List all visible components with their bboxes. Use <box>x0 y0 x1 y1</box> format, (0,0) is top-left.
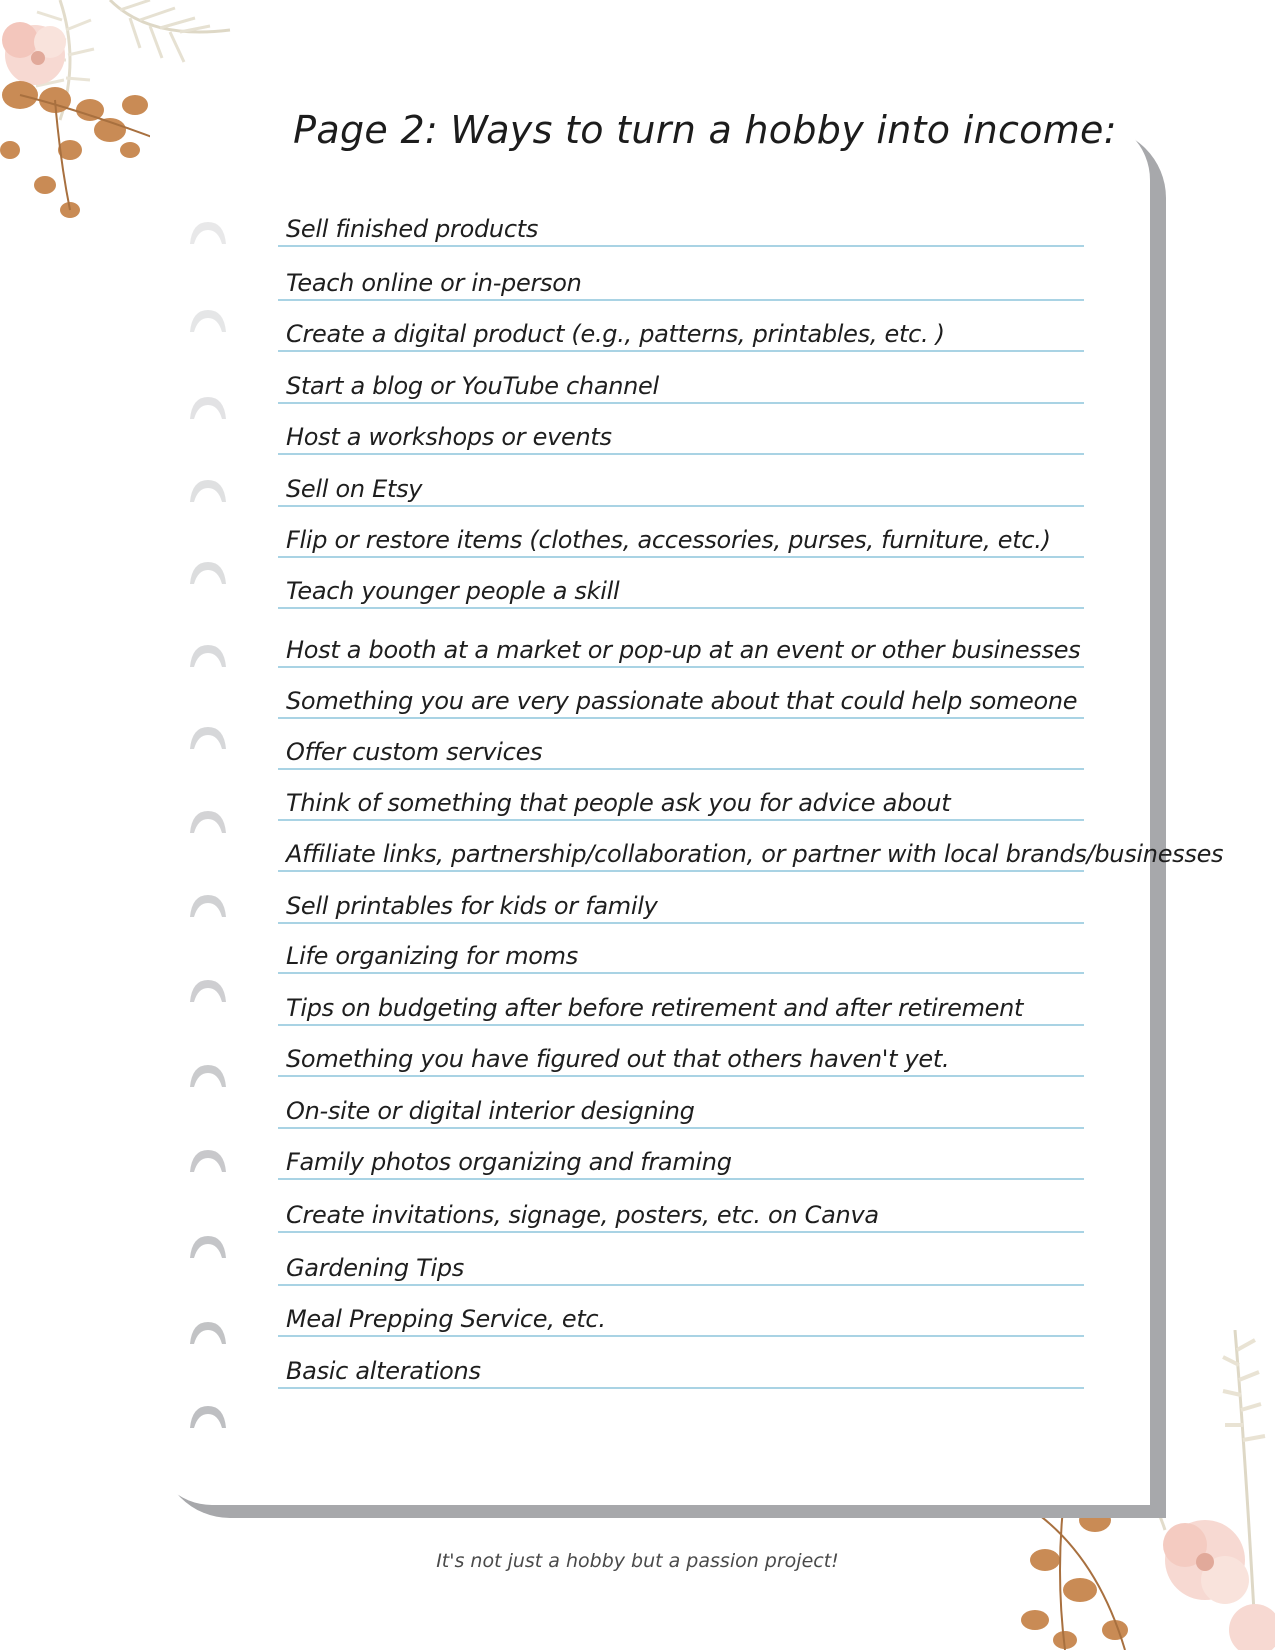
list-item <box>278 573 1084 609</box>
binder-ring-icon <box>188 1232 228 1260</box>
list-item-text: Offer custom services <box>286 738 543 766</box>
binder-ring-icon <box>188 641 228 669</box>
list-item <box>278 522 1084 558</box>
list-item <box>278 1093 1084 1129</box>
binder-ring-icon <box>188 1061 228 1089</box>
list-item <box>278 1250 1084 1286</box>
list-item-text: Family photos organizing and framing <box>286 1148 732 1176</box>
list-item-text: Affiliate links, partnership/collaboration, or partner with local brands/businesses <box>286 840 1224 868</box>
binder-ring-icon <box>188 393 228 421</box>
list-item-text: Tips on budgeting after before retirement and after retirement <box>286 994 1024 1022</box>
list-item-text: Something you are very passionate about that could help someone <box>286 687 1078 715</box>
list-item-text: Life organizing for moms <box>286 942 578 970</box>
list-item <box>278 419 1084 455</box>
binder-ring-icon <box>188 476 228 504</box>
list-item-text: Start a blog or YouTube channel <box>286 372 659 400</box>
list-item <box>278 471 1084 507</box>
list-item-text: Sell printables for kids or family <box>286 892 658 920</box>
list-item-text: Teach online or in-person <box>286 269 582 297</box>
list-item <box>278 1301 1084 1337</box>
list-item <box>278 1353 1084 1389</box>
list-item-text: On-site or digital interior designing <box>286 1097 695 1125</box>
list-item <box>278 785 1084 821</box>
page-title: Page 2: Ways to turn a hobby into income: <box>293 108 1117 152</box>
binder-ring-icon <box>188 1318 228 1346</box>
list-item-text: Host a booth at a market or pop-up at an event or other businesses <box>286 636 1081 664</box>
list-item <box>278 938 1084 974</box>
binder-ring-icon <box>188 306 228 334</box>
binder-ring-icon <box>188 807 228 835</box>
binder-ring-icon <box>188 976 228 1004</box>
binder-ring-icon <box>188 1402 228 1430</box>
list-item-text: Basic alterations <box>286 1357 481 1385</box>
list-item <box>278 1144 1084 1180</box>
list-item <box>278 1041 1084 1077</box>
list-item <box>278 1197 1084 1233</box>
list-item-text: Sell on Etsy <box>286 475 423 503</box>
list-item <box>278 632 1084 668</box>
list-item-text: Something you have figured out that others haven't yet. <box>286 1045 950 1073</box>
binder-ring-icon <box>188 891 228 919</box>
list-item-text: Create invitations, signage, posters, etc. on Canva <box>286 1201 879 1229</box>
list-item <box>278 265 1084 301</box>
footer-tagline: It's not just a hobby but a passion project! <box>436 1550 839 1572</box>
binder-ring-icon <box>188 723 228 751</box>
binder-ring-icon <box>188 558 228 586</box>
list-item <box>278 683 1084 719</box>
list-item <box>278 316 1084 352</box>
list-item-text: Teach younger people a skill <box>286 577 620 605</box>
list-item-text: Gardening Tips <box>286 1254 464 1282</box>
list-item-text: Sell finished products <box>286 215 539 243</box>
list-item <box>278 734 1084 770</box>
binder-ring-icon <box>188 1146 228 1174</box>
list-item <box>278 368 1084 404</box>
binder-ring-icon <box>188 218 228 246</box>
list-item-text: Meal Prepping Service, etc. <box>286 1305 606 1333</box>
list-item-text: Think of something that people ask you for advice about <box>286 789 951 817</box>
list-item <box>278 990 1084 1026</box>
list-item <box>278 836 1224 872</box>
list-item-text: Host a workshops or events <box>286 423 612 451</box>
list-item <box>278 211 1084 247</box>
list-item <box>278 888 1084 924</box>
list-item-text: Flip or restore items (clothes, accessories, purses, furniture, etc.) <box>286 526 1051 554</box>
list-item-text: Create a digital product (e.g., patterns, printables, etc. ) <box>286 320 945 348</box>
